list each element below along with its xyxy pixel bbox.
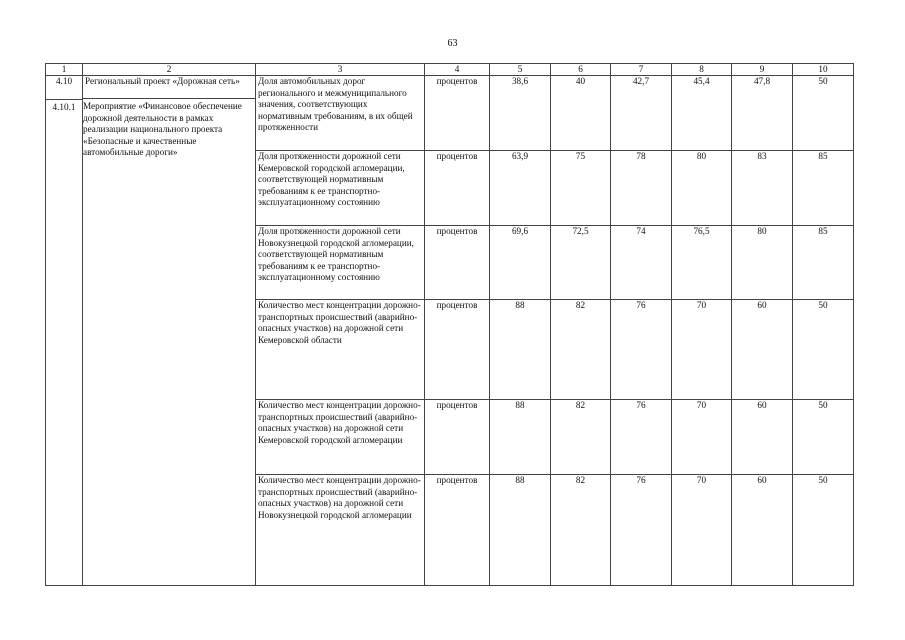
- indicator-cell: Количество мест концентрации дорожно-транспортных происшествий (аварийно-опасных участков) на дорожной сети Кемеровской области: [256, 300, 425, 400]
- value-cell: 76: [611, 475, 672, 586]
- header-cell: 2: [83, 64, 256, 76]
- value-cell: 82: [551, 400, 611, 475]
- value-cell: 70: [672, 475, 732, 586]
- indicator-cell: Доля протяженности дорожной сети Кемеровской городской агломерации, соответствующей нормативным требованиям к ее транспортно-эксплуатационному состоянию: [256, 151, 425, 226]
- value-cell: 60: [732, 475, 793, 586]
- code-main: 4.10: [55, 76, 73, 86]
- value-cell: 88: [490, 300, 551, 400]
- value-cell: 82: [551, 300, 611, 400]
- code-sub: 4.10.1: [46, 99, 83, 114]
- value-cell: 50: [793, 400, 854, 475]
- value-cell: 70: [672, 400, 732, 475]
- description-cell: [83, 76, 256, 586]
- value-cell: 75: [551, 151, 611, 226]
- value-cell: 80: [672, 151, 732, 226]
- page-number: 63: [447, 38, 458, 49]
- value-cell: 60: [732, 300, 793, 400]
- header-cell: 3: [256, 64, 425, 76]
- unit-cell: процентов: [425, 475, 490, 586]
- indicator-cell: Количество мест концентрации дорожно-транспортных происшествий (аварийно-опасных участков) на дорожной сети Кемеровской городской агломерации: [256, 400, 425, 475]
- unit-cell: процентов: [425, 300, 490, 400]
- project-title: Региональный проект «Дорожная сеть»: [85, 76, 240, 86]
- value-cell: 83: [732, 151, 793, 226]
- header-cell: 5: [490, 64, 551, 76]
- code-cell: [46, 76, 83, 586]
- value-cell: 74: [611, 226, 672, 300]
- event-title: Мероприятие «Финансовое обеспечение дорожной деятельности в рамках реализации национального проекта «Безопасные и качественные автомобильные дороги»: [83, 98, 256, 159]
- value-cell: 88: [490, 400, 551, 475]
- value-cell: 50: [793, 300, 854, 400]
- header-cell: 9: [732, 64, 793, 76]
- value-cell: 40: [551, 76, 611, 151]
- value-cell: 63,9: [490, 151, 551, 226]
- value-cell: 72,5: [551, 226, 611, 300]
- value-cell: 70: [672, 300, 732, 400]
- indicators-table: [45, 63, 854, 586]
- header-cell: 1: [46, 64, 83, 76]
- value-cell: 85: [793, 226, 854, 300]
- value-cell: 50: [793, 76, 854, 151]
- header-cell: 6: [551, 64, 611, 76]
- value-cell: 47,8: [732, 76, 793, 151]
- value-cell: 50: [793, 475, 854, 586]
- header-cell: 10: [793, 64, 854, 76]
- header-cell: 8: [672, 64, 732, 76]
- value-cell: 69,6: [490, 226, 551, 300]
- value-cell: 76: [611, 400, 672, 475]
- value-cell: 60: [732, 400, 793, 475]
- unit-cell: процентов: [425, 226, 490, 300]
- unit-cell: процентов: [425, 400, 490, 475]
- indicator-cell: Доля протяженности дорожной сети Новокузнецкой городской агломерации, соответствующей нормативным требованиям к ее транспортно-эксплуатационному состоянию: [256, 226, 425, 300]
- header-row: [46, 64, 854, 76]
- unit-cell: процентов: [425, 76, 490, 151]
- table-row: [46, 76, 854, 151]
- value-cell: 80: [732, 226, 793, 300]
- indicator-cell: Количество мест концентрации дорожно-транспортных происшествий (аварийно-опасных участков) на дорожной сети Новокузнецкой городской агломерации: [256, 475, 425, 586]
- value-cell: 82: [551, 475, 611, 586]
- value-cell: 42,7: [611, 76, 672, 151]
- value-cell: 85: [793, 151, 854, 226]
- value-cell: 78: [611, 151, 672, 226]
- header-cell: 4: [425, 64, 490, 76]
- value-cell: 38,6: [490, 76, 551, 151]
- value-cell: 45,4: [672, 76, 732, 151]
- value-cell: 76,5: [672, 226, 732, 300]
- value-cell: 88: [490, 475, 551, 586]
- value-cell: 76: [611, 300, 672, 400]
- unit-cell: процентов: [425, 151, 490, 226]
- indicator-cell: Доля автомобильных дорог регионального и межмуниципального значения, соответствующих нормативным требованиям, в их общей протяженности: [256, 76, 425, 151]
- header-cell: 7: [611, 64, 672, 76]
